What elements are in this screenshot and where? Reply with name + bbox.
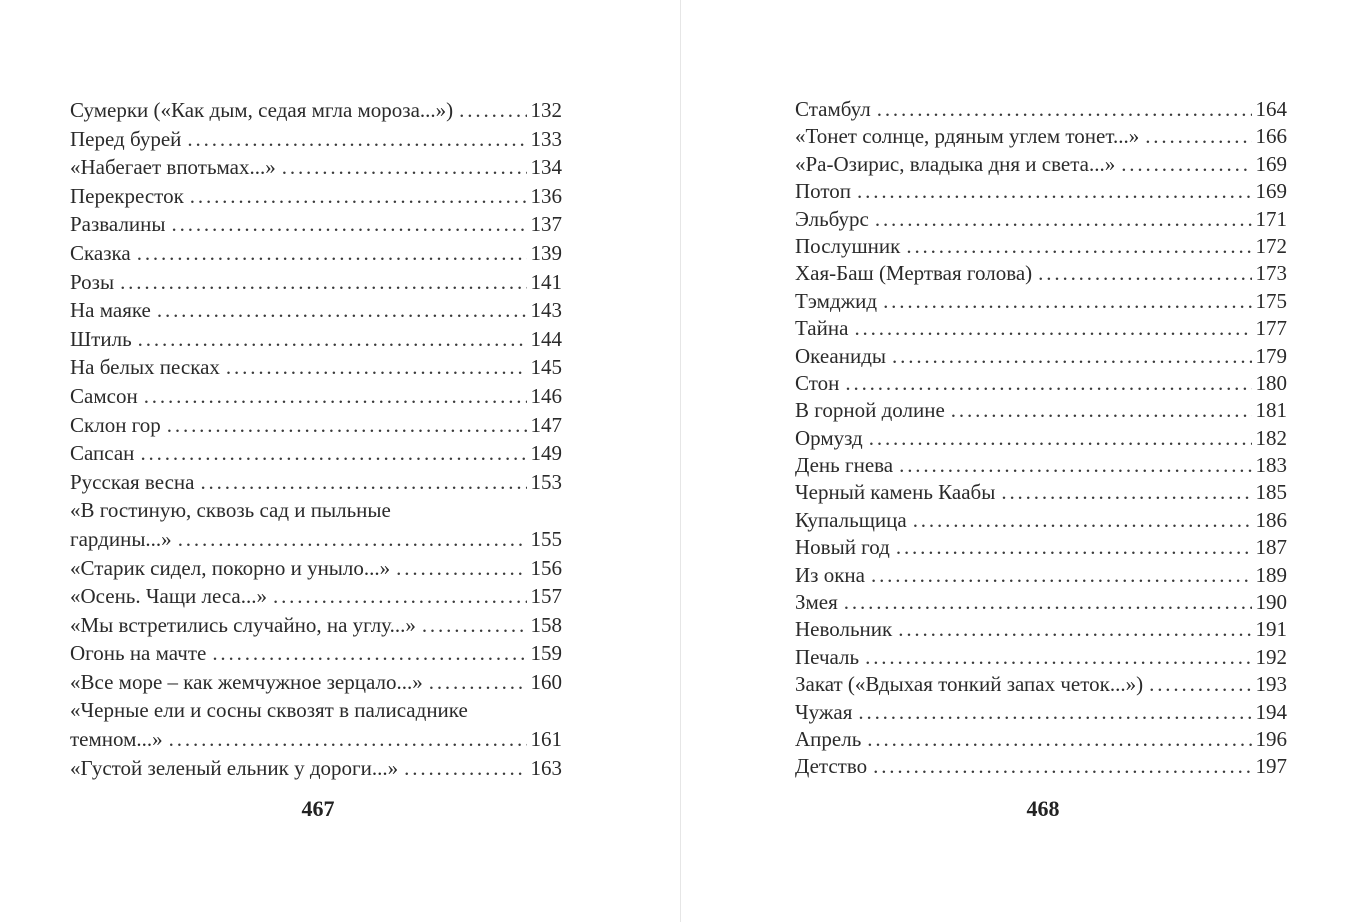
toc-entry-title: «В гостиную, сквозь сад и пыльные <box>70 498 391 523</box>
leader-dots <box>898 616 1251 643</box>
toc-entry-page: 179 <box>1255 343 1287 368</box>
toc-entry-title: Сказка <box>70 240 131 265</box>
page-number: 468 <box>1026 796 1060 821</box>
toc-entry[interactable] <box>795 726 1287 753</box>
leader-dots <box>906 233 1251 260</box>
toc-entry-title: Эльбурс <box>795 206 869 231</box>
toc-entry[interactable] <box>795 260 1287 287</box>
leader-dots <box>167 411 527 440</box>
leader-dots <box>137 239 527 268</box>
toc-list-left <box>70 96 562 782</box>
leader-dots <box>854 315 1251 342</box>
leader-dots <box>1038 260 1251 287</box>
toc-entry-title: Потоп <box>795 179 852 204</box>
toc-entry[interactable] <box>795 562 1287 589</box>
toc-entry-title: Детство <box>795 754 868 779</box>
toc-entry-title: Стон <box>795 370 840 395</box>
toc-entry-page: 141 <box>530 269 562 294</box>
toc-entry-title: «Ра-Озирис, владыка дня и света...» <box>795 151 1116 176</box>
toc-entry-title: Развалины <box>70 212 166 237</box>
toc-entry-title: «Черные ели и сосны сквозят в палисаднике <box>70 698 468 723</box>
toc-entry-page: 132 <box>530 98 562 122</box>
toc-entry-page: 172 <box>1255 233 1287 258</box>
toc-entry-title: Новый год <box>795 535 890 560</box>
toc-entry-page: 146 <box>530 383 562 408</box>
toc-entry-title: Ормузд <box>795 425 863 450</box>
toc-entry-page: 163 <box>530 755 562 780</box>
toc-entry-title: Чужая <box>795 699 853 724</box>
toc-entry-title: «Осень. Чащи леса...» <box>70 584 267 609</box>
toc-entry-page: 153 <box>530 469 562 494</box>
toc-entry-title: «Мы встретились случайно, на углу...» <box>70 612 416 637</box>
toc-entry-page: 137 <box>530 212 562 237</box>
leader-dots <box>190 182 527 211</box>
toc-entry[interactable] <box>795 370 1287 397</box>
leader-dots <box>396 554 526 583</box>
toc-entry-page: 193 <box>1255 672 1287 697</box>
toc-entry-page: 173 <box>1255 261 1287 286</box>
leader-dots <box>200 468 526 497</box>
toc-entry[interactable] <box>70 382 562 411</box>
toc-entry[interactable] <box>70 239 562 268</box>
toc-entry-page: 180 <box>1255 370 1287 395</box>
toc-entry[interactable] <box>70 696 562 725</box>
toc-entry-title: «Тонет солнце, рдяным углем тонет...» <box>795 124 1140 149</box>
toc-entry-title: Невольник <box>795 617 893 642</box>
toc-entry-page: 149 <box>530 441 562 466</box>
toc-entry[interactable] <box>795 233 1287 260</box>
toc-entry[interactable] <box>70 210 562 239</box>
toc-entry-page: 187 <box>1255 535 1287 560</box>
leader-dots <box>951 397 1252 424</box>
leader-dots <box>144 382 527 411</box>
toc-entry-title: Склон гор <box>70 412 161 437</box>
toc-entry-page: 186 <box>1255 507 1287 532</box>
toc-entry-page: 181 <box>1255 398 1287 423</box>
toc-entry-page: 171 <box>1255 206 1287 231</box>
toc-entry-title: Апрель <box>795 726 862 751</box>
toc-entry-page: 194 <box>1255 699 1287 724</box>
toc-entry[interactable] <box>795 151 1287 178</box>
leader-dots <box>1001 479 1251 506</box>
toc-entry-title: На маяке <box>70 298 151 323</box>
leader-dots <box>875 206 1252 233</box>
toc-entry-page: 155 <box>530 526 562 551</box>
leader-dots <box>429 668 527 697</box>
toc-entry-page: 147 <box>530 412 562 437</box>
toc-entry[interactable] <box>70 582 562 611</box>
toc-entry-page: 175 <box>1255 288 1287 313</box>
toc-entry[interactable] <box>70 353 562 382</box>
toc-entry-page: 164 <box>1255 97 1287 121</box>
toc-entry-page: 191 <box>1255 617 1287 642</box>
toc-entry[interactable] <box>795 288 1287 315</box>
toc-entry-title: На белых песках <box>70 355 220 380</box>
leader-dots <box>422 611 527 640</box>
toc-entry[interactable] <box>795 479 1287 506</box>
toc-entry-title: Сумерки («Как дым, седая мгла мороза...») <box>70 98 454 122</box>
toc-entry[interactable] <box>70 182 562 211</box>
leader-dots <box>896 534 1252 561</box>
toc-entry-page: 161 <box>530 727 562 752</box>
toc-entry-title: Из окна <box>795 562 865 587</box>
toc-entry[interactable] <box>795 452 1287 479</box>
leader-dots <box>1145 123 1251 150</box>
toc-entry-page: 190 <box>1255 590 1287 615</box>
toc-entry[interactable] <box>795 589 1287 616</box>
leader-dots <box>157 296 527 325</box>
toc-entry[interactable] <box>70 468 562 497</box>
toc-entry[interactable] <box>70 754 562 783</box>
toc-entry[interactable] <box>795 699 1287 726</box>
toc-entry-title: Океаниды <box>795 343 887 368</box>
toc-entry[interactable] <box>795 123 1287 150</box>
toc-entry-title: Послушник <box>795 233 901 258</box>
page-number: 467 <box>301 796 335 821</box>
toc-entry[interactable] <box>70 439 562 468</box>
leader-dots <box>226 353 527 382</box>
toc-entry-page: 134 <box>530 155 562 180</box>
leader-dots <box>867 726 1251 753</box>
toc-entry[interactable] <box>70 496 562 525</box>
toc-entry[interactable] <box>70 296 562 325</box>
toc-entry[interactable] <box>70 639 562 668</box>
toc-entry-title: Огонь на мачте <box>70 641 207 666</box>
leader-dots <box>169 725 527 754</box>
leader-dots <box>1149 671 1251 698</box>
toc-entry-page: 189 <box>1255 562 1287 587</box>
toc-entry[interactable] <box>795 315 1287 342</box>
toc-entry[interactable] <box>70 125 562 154</box>
toc-entry[interactable] <box>70 411 562 440</box>
leader-dots <box>178 525 527 554</box>
toc-entry[interactable] <box>795 644 1287 671</box>
toc-entry-title: Розы <box>70 269 115 294</box>
leader-dots <box>140 439 526 468</box>
toc-entry-page: 185 <box>1255 480 1287 505</box>
leader-dots <box>459 96 526 125</box>
toc-entry-title: темном...» <box>70 727 163 752</box>
leader-dots <box>273 582 527 611</box>
toc-entry[interactable] <box>795 96 1287 123</box>
toc-entry-continued[interactable] <box>70 725 562 754</box>
toc-entry-page: 157 <box>530 584 562 609</box>
leader-dots <box>138 325 527 354</box>
toc-entry-title: Перед бурей <box>70 126 182 151</box>
toc-entry[interactable] <box>795 397 1287 424</box>
toc-entry-title: «Набегает впотьмах...» <box>70 155 276 180</box>
toc-entry-title: Перекресток <box>70 183 184 208</box>
toc-entry-title: Черный камень Каабы <box>795 480 996 505</box>
toc-entry-page: 197 <box>1255 754 1287 779</box>
toc-entry-title: День гнева <box>795 453 894 478</box>
toc-entry[interactable] <box>795 343 1287 370</box>
toc-entry-title: Сапсан <box>70 441 135 466</box>
leader-dots <box>857 178 1251 205</box>
toc-entry[interactable] <box>795 206 1287 233</box>
toc-entry-page: 158 <box>530 612 562 637</box>
leader-dots <box>877 96 1252 123</box>
toc-entry[interactable] <box>795 753 1287 780</box>
toc-entry-title: Русская весна <box>70 469 195 494</box>
toc-entry[interactable] <box>70 611 562 640</box>
toc-entry-page: 145 <box>530 355 562 380</box>
leader-dots <box>869 425 1252 452</box>
leader-dots <box>844 589 1252 616</box>
toc-entry-page: 139 <box>530 240 562 265</box>
leader-dots <box>873 753 1251 780</box>
toc-entry-title: Самсон <box>70 383 138 408</box>
toc-list-right <box>795 96 1287 781</box>
leader-dots <box>172 210 527 239</box>
toc-entry-page: 156 <box>530 555 562 580</box>
leader-dots <box>187 125 526 154</box>
toc-entry[interactable] <box>795 671 1287 698</box>
toc-entry-title: Тэмджид <box>795 288 878 313</box>
leader-dots <box>899 452 1251 479</box>
toc-entry[interactable] <box>70 96 562 125</box>
leader-dots <box>858 699 1251 726</box>
toc-entry-title: Змея <box>795 590 838 615</box>
toc-entry-page: 169 <box>1255 151 1287 176</box>
toc-entry[interactable] <box>70 554 562 583</box>
leader-dots <box>865 644 1251 671</box>
toc-entry[interactable] <box>70 153 562 182</box>
toc-entry-page: 177 <box>1255 316 1287 341</box>
toc-entry-continued[interactable] <box>70 525 562 554</box>
toc-entry-page: 169 <box>1255 179 1287 204</box>
toc-entry-page: 144 <box>530 326 562 351</box>
toc-entry-title: Печаль <box>795 644 860 669</box>
toc-entry-page: 166 <box>1255 124 1287 149</box>
toc-entry-page: 160 <box>530 669 562 694</box>
toc-entry-title: Купальщица <box>795 507 907 532</box>
leader-dots <box>404 754 526 783</box>
toc-entry[interactable] <box>70 268 562 297</box>
leader-dots <box>120 268 526 297</box>
toc-entry-page: 192 <box>1255 644 1287 669</box>
toc-entry-title: Закат («Вдыхая тонкий запах четок...») <box>795 672 1144 697</box>
toc-entry[interactable] <box>795 534 1287 561</box>
toc-entry-title: Тайна <box>795 316 849 341</box>
toc-entry[interactable] <box>70 668 562 697</box>
toc-entry-title: Хая-Баш (Мертвая голова) <box>795 261 1033 286</box>
toc-entry-title: «Густой зеленый ельник у дороги...» <box>70 755 399 780</box>
toc-entry-title: Стамбул <box>795 97 871 121</box>
leader-dots <box>282 153 527 182</box>
leader-dots <box>1121 151 1251 178</box>
toc-entry-page: 133 <box>530 126 562 151</box>
toc-entry-page: 159 <box>530 641 562 666</box>
toc-entry-title: В горной долине <box>795 398 945 423</box>
leader-dots <box>913 507 1252 534</box>
toc-entry[interactable] <box>795 616 1287 643</box>
toc-entry-title: гардины...» <box>70 526 172 551</box>
toc-entry-page: 182 <box>1255 425 1287 450</box>
toc-entry-title: «Старик сидел, покорно и уныло...» <box>70 555 391 580</box>
toc-entry[interactable] <box>70 325 562 354</box>
toc-entry-page: 196 <box>1255 726 1287 751</box>
toc-entry[interactable] <box>795 507 1287 534</box>
toc-entry-page: 143 <box>530 298 562 323</box>
leader-dots <box>892 343 1251 370</box>
toc-entry-page: 136 <box>530 183 562 208</box>
toc-entry-page: 183 <box>1255 453 1287 478</box>
toc-entry-title: Штиль <box>70 326 132 351</box>
toc-entry[interactable] <box>795 425 1287 452</box>
leader-dots <box>212 639 526 668</box>
toc-entry-title: «Все море – как жемчужное зерцало...» <box>70 669 423 694</box>
right-page <box>681 0 1359 922</box>
leader-dots <box>845 370 1251 397</box>
leader-dots <box>871 562 1252 589</box>
toc-entry[interactable] <box>795 178 1287 205</box>
leader-dots <box>883 288 1251 315</box>
